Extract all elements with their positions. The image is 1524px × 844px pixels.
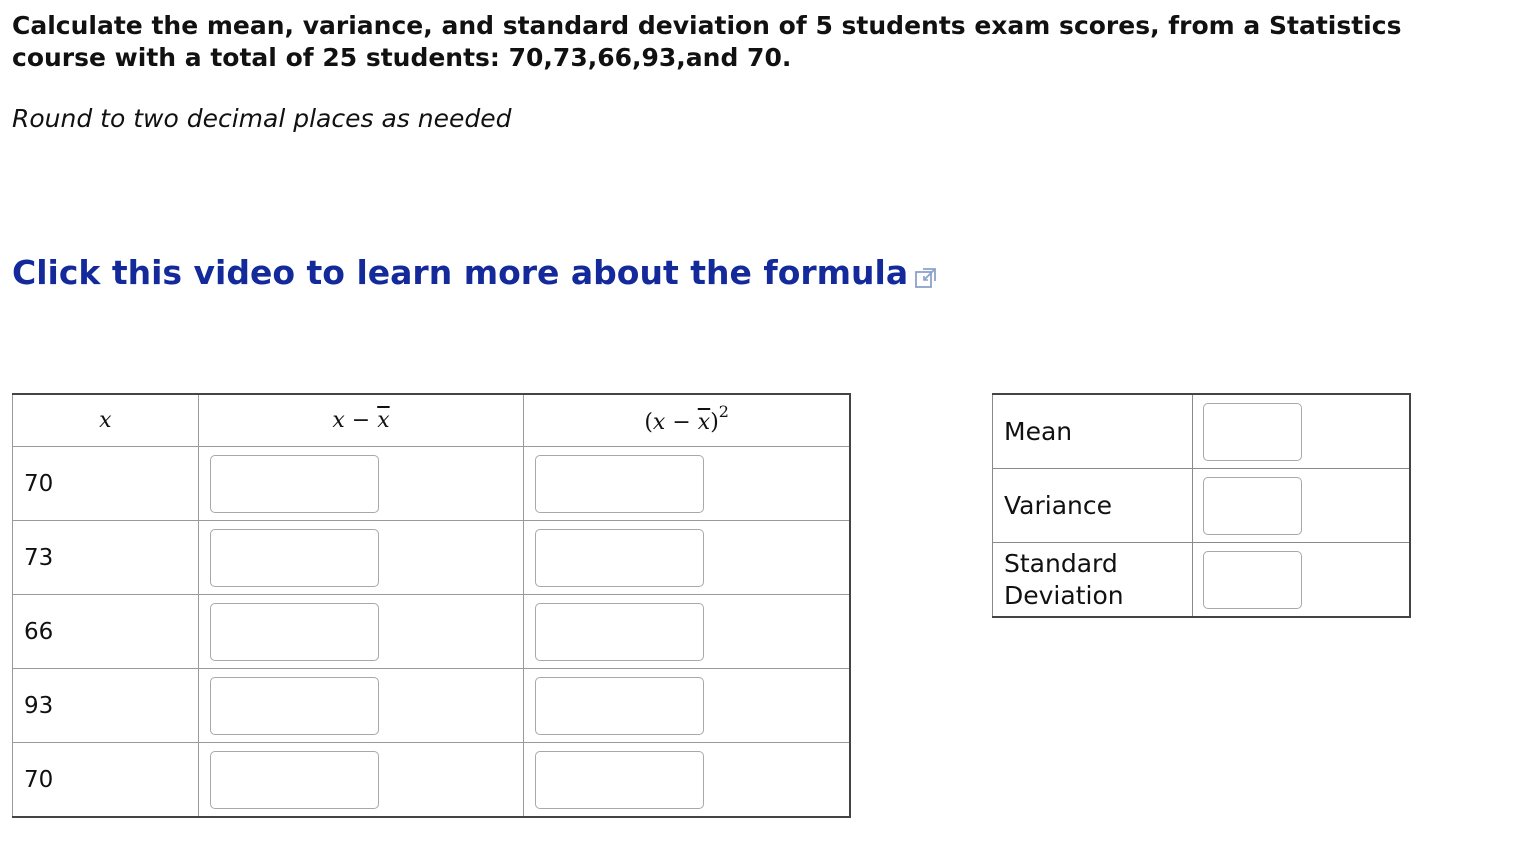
std-dev-label: Standard Deviation — [993, 543, 1193, 618]
table-row — [13, 521, 851, 595]
computation-table — [12, 393, 851, 818]
mean-input[interactable] — [1203, 403, 1302, 461]
rounding-note: Round to two decimal places as needed — [12, 104, 512, 133]
squared-deviation-input[interactable] — [535, 529, 704, 587]
variance-label: Variance — [993, 469, 1193, 543]
table-row — [13, 595, 851, 669]
table-row — [13, 447, 851, 521]
table-header-row — [13, 394, 851, 447]
x-value: 73 — [13, 521, 199, 595]
x-value: 70 — [13, 743, 199, 818]
header-x: x — [13, 394, 199, 447]
squared-deviation-input[interactable] — [535, 751, 704, 809]
table-row — [13, 743, 851, 818]
deviation-input[interactable] — [210, 529, 379, 587]
question-text: Calculate the mean, variance, and standard deviation of 5 students exam scores, from a Statistics course with a total of 25 students: 70,73,66,93,and 70. — [12, 11, 1402, 72]
result-row-variance — [993, 469, 1411, 543]
mean-label: Mean — [993, 394, 1193, 469]
external-link-icon — [914, 258, 938, 300]
squared-deviation-input[interactable] — [535, 603, 704, 661]
deviation-input[interactable] — [210, 677, 379, 735]
x-value: 70 — [13, 447, 199, 521]
deviation-input[interactable] — [210, 751, 379, 809]
std-dev-input[interactable] — [1203, 551, 1302, 609]
header-squared-deviation: $(x - \overline{x})^2$ — [524, 394, 850, 447]
results-table — [992, 393, 1411, 618]
video-link-label: Click this video to learn more about the formula — [12, 253, 909, 292]
x-value: 66 — [13, 595, 199, 669]
video-link[interactable] — [12, 252, 938, 300]
deviation-input[interactable] — [210, 603, 379, 661]
result-row-std-dev — [993, 543, 1411, 618]
result-row-mean — [993, 394, 1411, 469]
squared-deviation-input[interactable] — [535, 677, 704, 735]
table-row — [13, 669, 851, 743]
header-deviation: $x - \overline{x}$ — [198, 394, 524, 447]
x-value: 93 — [13, 669, 199, 743]
deviation-input[interactable] — [210, 455, 379, 513]
variance-input[interactable] — [1203, 477, 1302, 535]
squared-deviation-input[interactable] — [535, 455, 704, 513]
